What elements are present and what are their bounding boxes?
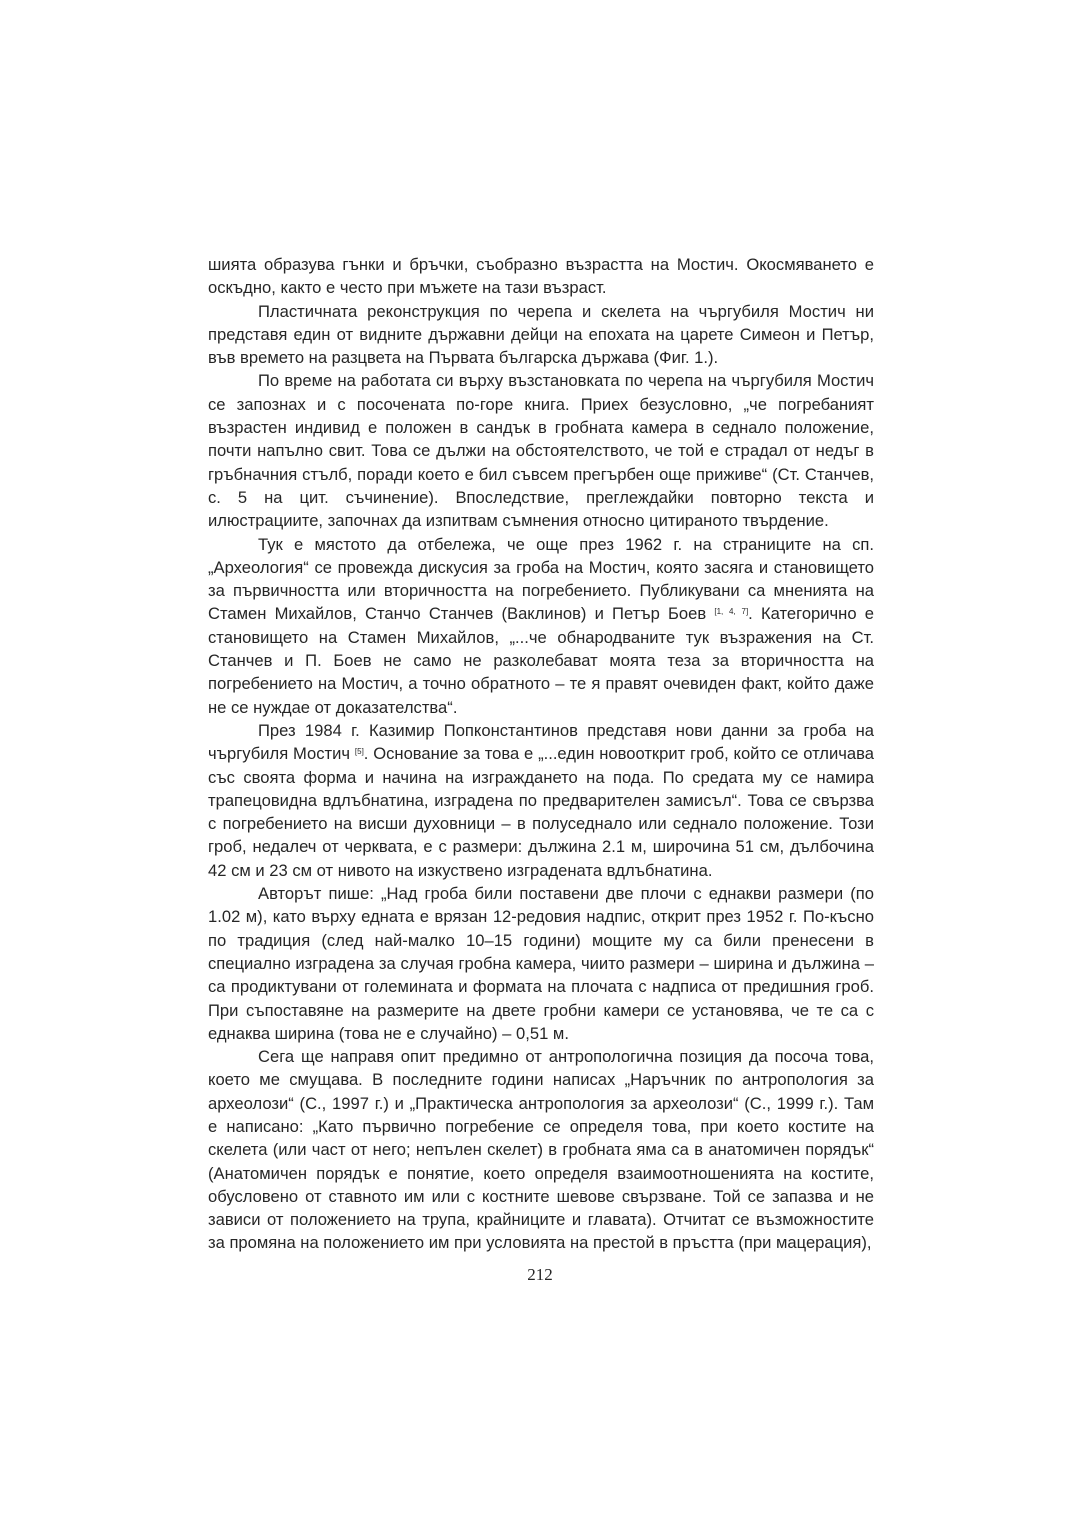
paragraph-6: Авторът пише: „Над гроба били поставени две плочи с еднакви размери (по 1.02 м), като върху едната е врязан 12-редовия надпис, открит през 1952 г. По-късно по традиция (след най-малко 10–15 години) мощите му са били пренесени в специално изградена за случая гробна камера, чиито размери – ширина и дължина – са продиктувани от големината и формата на плочата с надписа от предишния гроб. При съпоставяне на размерите на двете гробни камери се установява, че те са с еднаква ширина (това не е случайно) – 0,51 м. [208, 884, 874, 1043]
paragraph-7: Сега ще направя опит предимно от антропологична позиция да посоча това, което ме смущава. В последните години написах „Наръчник по антропология за археолози“ (С., 1997 г.) и „Практическа антропология за археолози“ (С., 1999 г.). Там е написано: „Като първично погребение се определя това, при което костите на скелета (или част от него; непълен скелет) в гробната яма са в анатомичен порядък“ (Анатомичен порядък е понятие, което определя взаимоотношенията на костите, обусловено от ставното им или с костните шевове свързване. Той се запазва и не зависи от положението на трупа, крайниците и главата). Отчитат се възможностите за промяна на положението им при условията на престой в пръстта (при мацерация), [208, 1047, 874, 1253]
paragraph-4 [208, 533, 874, 719]
citation-ref: [1, 4, 7] [714, 607, 749, 617]
paragraph-2: Пластичната реконструкция по черепа и скелета на чъргубиля Мостич ни представя един от видните държавни дейци на епохата на царете Симеон и Петър, във времето на разцвета на Първата българска държава (Фиг. 1.). [208, 301, 874, 368]
paragraph-5-text-b: . Основание за това е „...един новооткрит гроб, който се отличава със своята форма и начина на изграждането на пода. По средата му се намира трапецовидна вдлъбнатина, изградена по предварителен замисъл“. Това се свързва с погребението на висши духовници – в полуседнало или седнало положение. Този гроб, недалеч от черквата, е с размери: дължина 2.1 м, широчина 51 см, дълбочина 42 см и 23 см от нивото на изкуствено изградената вдлъбнатина. [208, 744, 874, 880]
page-number: 212 [527, 1265, 553, 1284]
paragraph-4-text-b: . Категорично е становището на Стамен Михайлов, „...че обнародваните тук възражения на Ст. Станчев и П. Боев не само не разколебават моята теза за вторичността на погребението на Мостич, а точно обратното – те я правят очевиден факт, който даже не се нуждае от доказателства“. [208, 604, 874, 717]
body-text [208, 253, 874, 1255]
paragraph-5 [208, 719, 874, 882]
paragraph-3: По време на работата си върху възстановката по черепа на чъргубиля Мостич се запознах и с посочената по-горе книга. Приех безусловно, „че погребаният възрастен индивид е положен в сандък в гробната камера в седнало положение, почти напълно свит. Това се дължи на обстоятелството, че той е страдал от недъг в гръбначния стълб, поради което е бил съвсем прегърбен още приживе“ (Ст. Станчев, с. 5 на цит. съчинение). Впоследствие, преглеждайки повторно текста и илюстрациите, започнах да изпитвам съмнения относно цитираното твърдение. [208, 371, 874, 531]
paragraph-1: шията образува гънки и бръчки, съобразно възрастта на Мостич. Окосмяването е оскъдно, както е често при мъжете на тази възраст. [208, 255, 874, 298]
citation-ref: [5] [354, 747, 364, 757]
paragraph-4-text-a: Тук е мястото да отбележа, че още през 1962 г. на страниците на сп. „Археология“ се провежда дискусия за гроба на Мостич, която засяга и становището за първичността или вторичността на погребението. Публикувани са мненията на Стамен Михайлов, Станчо Станчев (Ваклинов) и Петър Боев [208, 534, 874, 624]
paragraph-5-text-a: През 1984 г. Казимир Попконстантинов представя нови данни за гроба на чъргубиля Мостич [208, 720, 874, 764]
